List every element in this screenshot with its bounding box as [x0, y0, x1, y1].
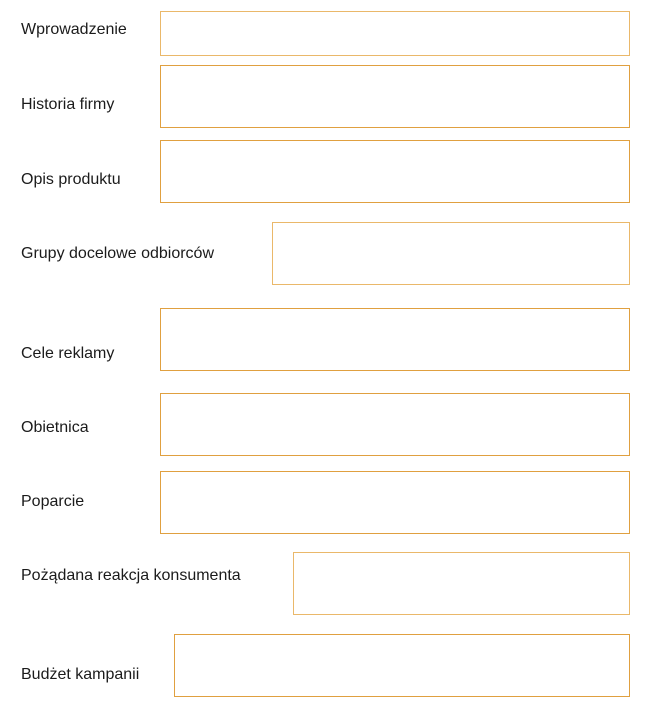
field-wprowadzenie[interactable]	[160, 11, 630, 56]
label-poparcie: Poparcie	[21, 493, 85, 510]
label-pozadana-reakcja: Pożądana reakcja konsumenta	[21, 567, 241, 584]
field-pozadana-reakcja[interactable]	[293, 552, 630, 615]
field-grupy-docelowe[interactable]	[272, 222, 630, 285]
label-opis-produktu: Opis produktu	[21, 171, 121, 188]
label-obietnica: Obietnica	[21, 419, 89, 436]
label-budzet-kampanii: Budżet kampanii	[21, 666, 140, 683]
label-historia-firmy: Historia firmy	[21, 96, 115, 113]
field-opis-produktu[interactable]	[160, 140, 630, 203]
label-grupy-docelowe: Grupy docelowe odbiorców	[21, 245, 214, 262]
field-historia-firmy[interactable]	[160, 65, 630, 128]
field-cele-reklamy[interactable]	[160, 308, 630, 371]
label-wprowadzenie: Wprowadzenie	[21, 21, 127, 38]
label-cele-reklamy: Cele reklamy	[21, 345, 115, 362]
field-poparcie[interactable]	[160, 471, 630, 534]
field-budzet-kampanii[interactable]	[174, 634, 630, 697]
field-obietnica[interactable]	[160, 393, 630, 456]
